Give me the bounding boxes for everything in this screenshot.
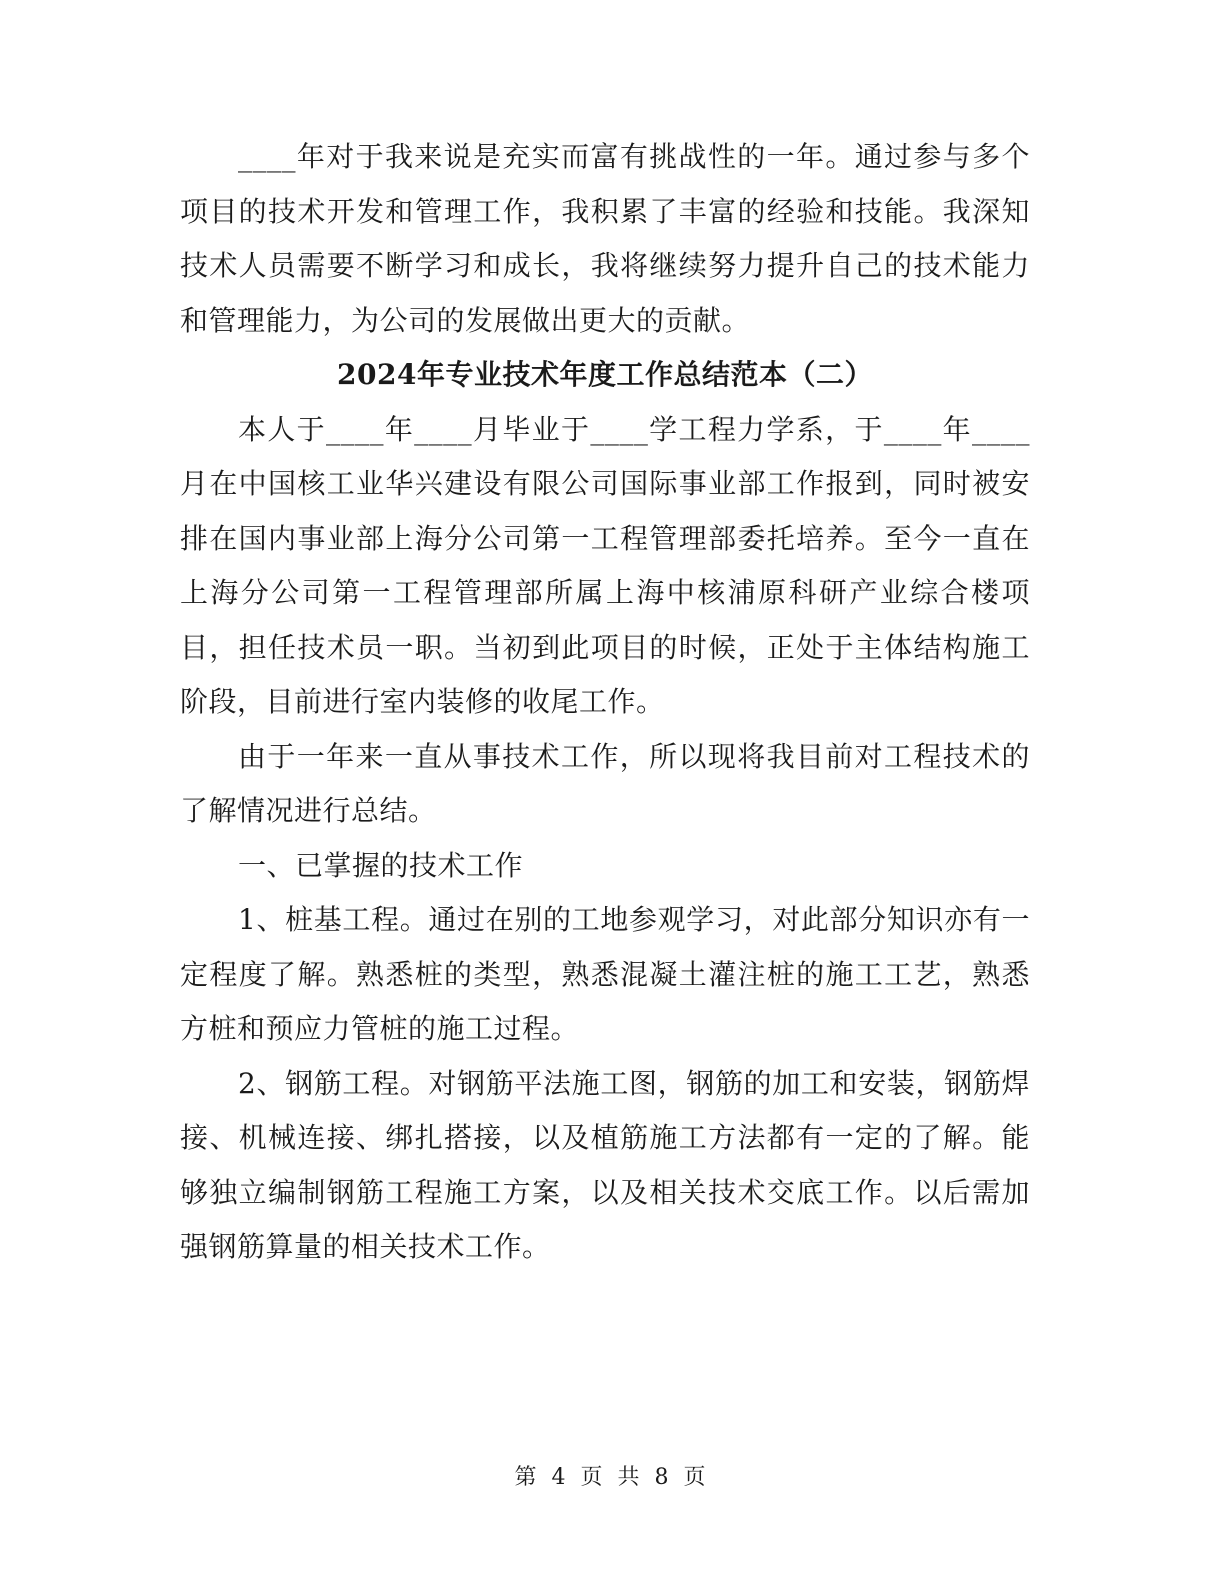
paragraph-pile-foundation: 1、桩基工程。通过在别的工地参观学习，对此部分知识亦有一定程度了解。熟悉桩的类型，熟悉混凝土灌注桩的施工工艺，熟悉方桩和预应力管桩的施工过程。 xyxy=(180,903,1030,1045)
paragraph-closing: ____年对于我来说是充实而富有挑战性的一年。通过参与多个项目的技术开发和管理工作，我积累了丰富的经验和技能。我深知技术人员需要不断学习和成长，我将继续努力提升自己的技术能力和管理能力，为公司的发展做出更大的贡献。 xyxy=(180,140,1030,337)
section-heading-skills: 一、已掌握的技术工作 xyxy=(238,848,524,882)
section-title: 2024年专业技术年度工作总结范本（二） xyxy=(337,358,873,391)
document-body xyxy=(180,130,1030,1275)
paragraph-intro: 本人于____年____月毕业于____学工程力学系，于____年____月在中国核工业华兴建设有限公司国际事业部工作报到，同时被安排在国内事业部上海分公司第一工程管理部委托培养。至今一直在上海分公司第一工程管理部所属上海中核浦原科研产业综合楼项目，担任技术员一职。当初到此项目的时候，正处于主体结构施工阶段，目前进行室内装修的收尾工作。 xyxy=(180,412,1030,718)
paragraph-summary: 由于一年来一直从事技术工作，所以现将我目前对工程技术的了解情况进行总结。 xyxy=(180,739,1030,827)
page-number-footer: 第 4 页 共 8 页 xyxy=(514,1465,710,1490)
paragraph-rebar: 2、钢筋工程。对钢筋平法施工图，钢筋的加工和安装，钢筋焊接、机械连接、绑扎搭接，以及植筋施工方法都有一定的了解。能够独立编制钢筋工程施工方案，以及相关技术交底工作。以后需加强钢筋算量的相关技术工作。 xyxy=(180,1066,1030,1263)
